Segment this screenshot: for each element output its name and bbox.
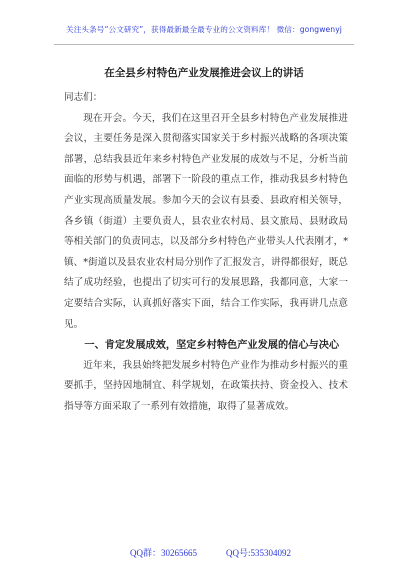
footer-qq-group: QQ群：30265665 xyxy=(130,548,197,558)
salutation: 同志们： xyxy=(64,92,103,103)
section-heading: 一、肯定发展成效，坚定乡村特色产业发展的信心与决心 xyxy=(84,339,340,352)
footer xyxy=(0,546,408,560)
opening-paragraph: 现在开会。今天，我们在这里召开全县乡村特色产业发展推进会议，主要任务是深入贯彻落实国家关于乡村振兴战略的各项决策部署，总结我县近年来乡村特色产业发展的成效与不足，分析当前面临的形势与机遇，部署下一阶段的重点工作，推动我县乡村特色产业实现高质量发展。参加今天的会议有县委、县政府相关领导，各乡镇（街道）主要负责人，县农业农村局、县文旅局、县财政局等相关部门的负责同志，以及部分乡村特色产业带头人代表刚才，*镇、*街道以及县农业农村局分别作了汇报发言，讲得都很好，既总结了成功经验，也提出了切实可行的发展思路，我都同意，大家一定要结合实际，认真抓好落实下面，结合工作实际，我再讲几点意见。 xyxy=(64,112,348,330)
header-divider xyxy=(54,44,354,45)
footer-qq-number: QQ号:535304092 xyxy=(226,548,291,558)
header-banner: 关注头条号“公文研究”，获得最新最全最专业的公文资料库！ 微信：gongwenyj xyxy=(66,25,342,34)
document-title: 在全县乡村特色产业发展推进会议上的讲话 xyxy=(104,67,304,79)
document-body xyxy=(64,88,348,418)
section-paragraph: 近年来，我县始终把发展乡村特色产业作为推动乡村振兴的重要抓手，坚持因地制宜、科学规划，在政策扶持、资金投入、技术指导等方面采取了一系列有效措施，取得了显著成效。 xyxy=(64,359,348,412)
